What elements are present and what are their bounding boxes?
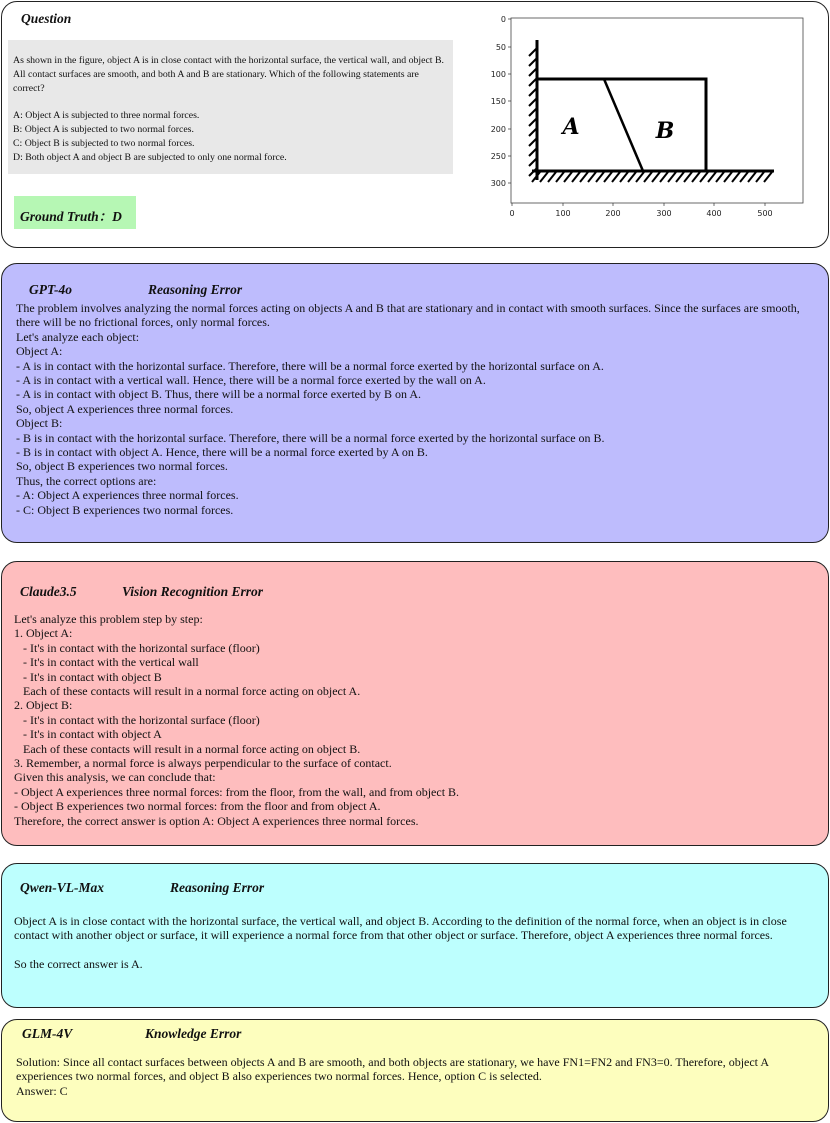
claude-line: - Object A experiences three normal forces: from the floor, from the wall, and from object B. [14,784,460,799]
claude-line: 3. Remember, a normal force is always perpendicular to the surface of contact. [14,756,392,771]
option-c: C: Object B is subjected to two normal forces. [13,137,195,149]
question-text-box [8,40,453,174]
x-tick-300: 300 [656,209,672,218]
question-stem: As shown in the figure, object A is in close contact with the horizontal surface, the vertical wall, and object B. All contact surfaces are smooth, and both A and B are stationary. Which of the following statements are correct? [13,55,444,94]
x-tick-0: 0 [509,209,515,218]
y-tick-50: 50 [495,43,506,52]
gpt4o-line: - A is in contact with object B. Thus, there will be a normal force exerted by B on A. [16,387,422,402]
qwen-model-name: Qwen-VL-Max [20,880,104,895]
claude-line: - It's in contact with the horizontal surface (floor) [14,640,260,655]
glm-model-name: GLM-4V [22,1026,73,1041]
y-tick-200: 200 [490,125,506,134]
option-b: B: Object A is subjected to two normal forces. [13,123,194,135]
claude-model-name: Claude3.5 [20,584,77,599]
option-a: A: Object A is subjected to three normal forces. [13,110,200,122]
label-a: A [562,114,580,140]
claude-line: 2. Object B: [14,698,73,713]
gpt4o-response [16,301,816,517]
y-tick-250: 250 [490,152,506,161]
x-tick-100: 100 [555,209,571,218]
qwen-error-type: Reasoning Error [170,880,265,895]
glm-line: Answer: C [16,1083,68,1098]
x-tick-500: 500 [757,209,773,218]
claude-line: Let's analyze this problem step by step: [14,612,203,626]
glm-line: Solution: Since all contact surfaces between objects A and B are smooth, and both objects are stationary, we have FN1=FN2 and FN3=0. Therefore, object A experiences two normal forces, and object B also experiences two normal forces. Hence, option C is selected. [16,1055,769,1084]
glm-response [16,1055,816,1098]
physics-figure [476,10,816,225]
gpt4o-line: - A is in contact with a vertical wall. Hence, there will be a normal force exerted by the wall on A. [16,373,486,388]
gpt4o-line: - B is in contact with object A. Hence, there will be a normal force exerted by A on B. [16,445,428,460]
gpt4o-line: - A is in contact with the horizontal surface. Therefore, there will be a normal force exerted by the horizontal surface on A. [16,358,604,373]
x-tick-200: 200 [605,209,621,218]
gpt4o-line: Object B: [16,416,63,431]
ground-truth-badge [14,196,136,229]
question-title: Question [21,11,72,26]
gpt4o-line: - B is in contact with the horizontal surface. Therefore, there will be a normal force exerted by the horizontal surface on B. [16,430,605,445]
option-d: D: Both object A and object B are subjected to only one normal force. [13,151,287,163]
claude-response [14,612,814,828]
claude-line: Each of these contacts will result in a normal force acting on object B. [14,741,361,756]
gpt4o-line: - C: Object B experiences two normal forces. [16,502,234,517]
qwen-line: Object A is in close contact with the horizontal surface, the vertical wall, and object B. According to the definition of the normal force, when an object is in close contact with another object or surface, it will experience a normal force from that other object or surface. Therefore, object A experiences three normal forces. [14,914,787,943]
x-tick-400: 400 [706,209,722,218]
gpt4o-model-name: GPT-4o [29,282,72,297]
claude-line: - It's in contact with the horizontal surface (floor) [14,712,260,727]
ground-truth-label: Ground Truth： [20,209,113,224]
gpt4o-line: Thus, the correct options are: [16,473,157,488]
claude-line: Therefore, the correct answer is option A: Object A experiences three normal forces. [14,813,419,828]
qwen-response [14,914,820,972]
claude-line: Given this analysis, we can conclude that: [14,770,216,785]
qwen-blank-line [14,943,820,957]
gpt4o-line: Object A: [16,344,63,359]
label-b: B [655,118,675,144]
y-tick-150: 150 [490,97,506,106]
gpt4o-line: So, object B experiences two normal forces. [16,459,228,474]
gpt4o-line: So, object A experiences three normal forces. [16,401,234,416]
claude-line: - It's in contact with object B [14,669,162,684]
y-tick-100: 100 [490,70,506,79]
claude-error-type: Vision Recognition Error [122,584,264,599]
gpt4o-line: - A: Object A experiences three normal forces. [16,488,239,503]
claude-line: - It's in contact with the vertical wall [14,655,199,670]
ground-truth-value: D [112,209,122,224]
gpt4o-line: Let's analyze each object: [16,329,140,344]
claude-line: 1. Object A: [14,626,73,641]
qwen-line: So the correct answer is A. [14,957,143,972]
gpt4o-line: The problem involves analyzing the normal forces acting on objects A and B that are stationary and in contact with smooth surfaces. Since the surfaces are smooth, there will be no frictional forces, only normal forces. [16,301,800,330]
y-tick-0: 0 [500,15,506,24]
y-tick-300: 300 [490,179,506,188]
claude-line: - Object B experiences two normal forces: from the floor and from object A. [14,799,381,814]
gpt4o-error-type: Reasoning Error [148,282,243,297]
claude-line: - It's in contact with object A [14,727,162,742]
claude-line: Each of these contacts will result in a normal force acting on object A. [14,684,361,699]
glm-error-type: Knowledge Error [145,1026,242,1041]
